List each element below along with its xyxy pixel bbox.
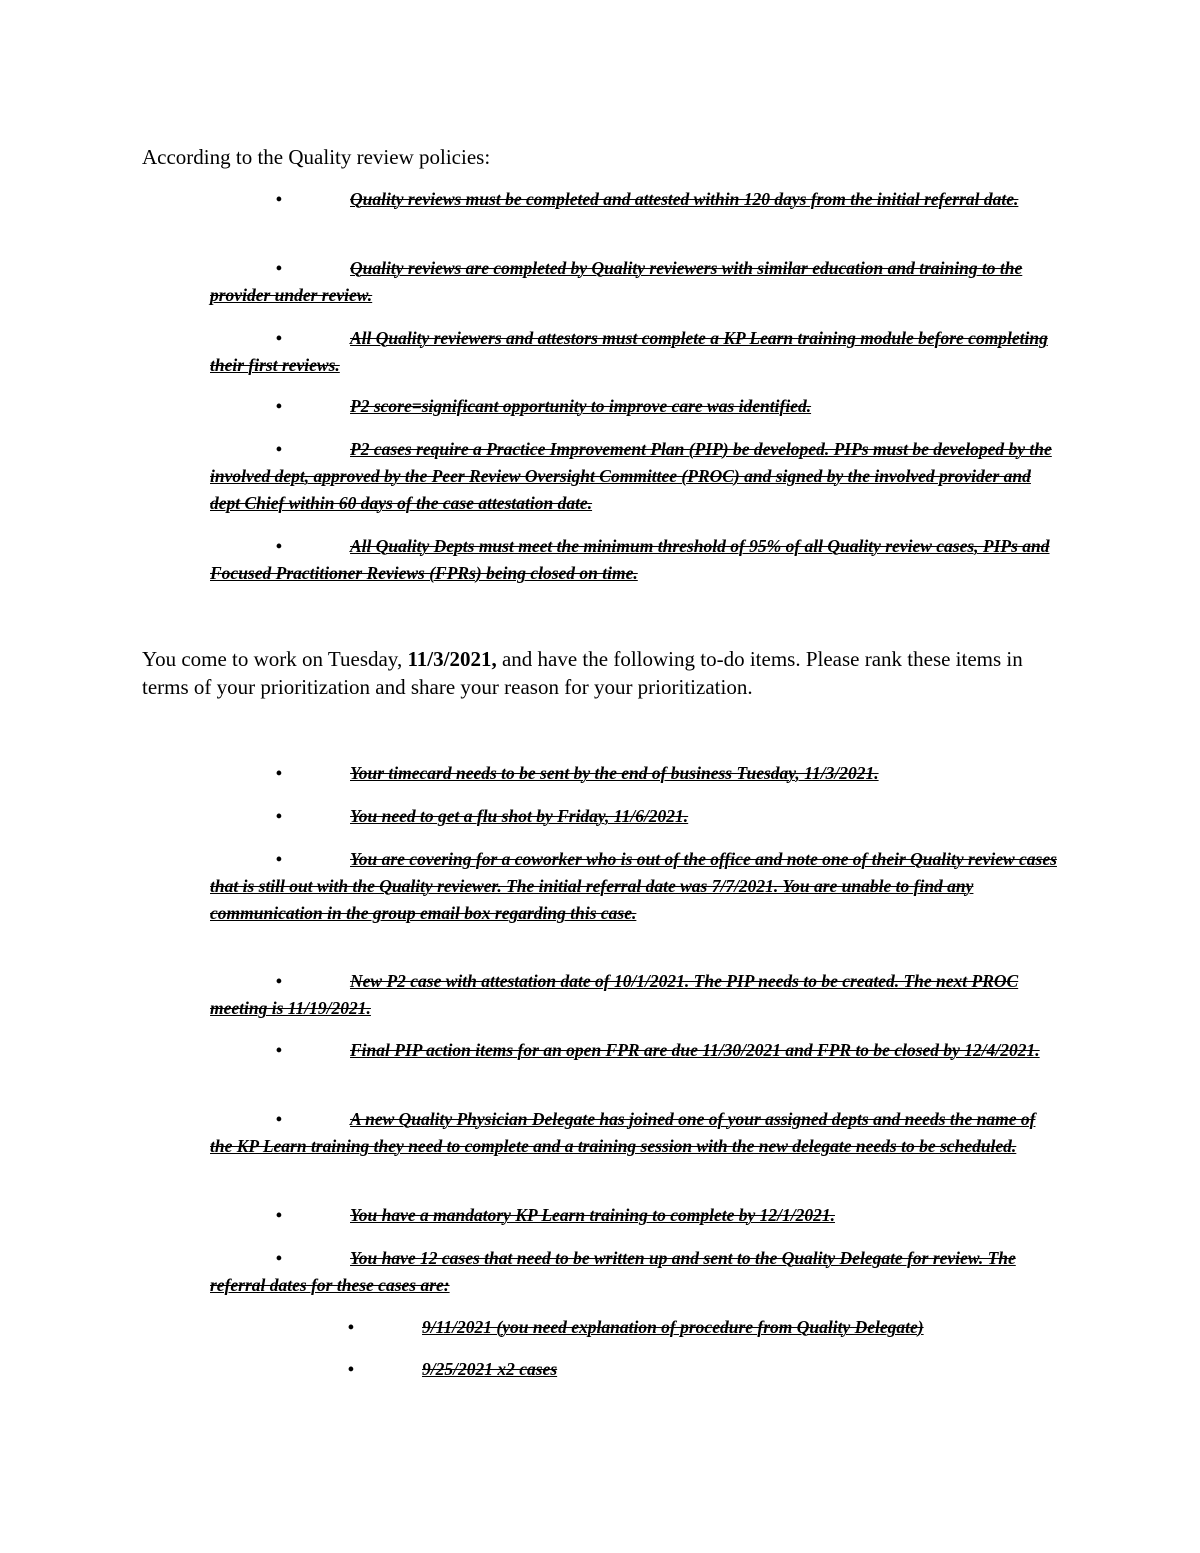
bullet: • [275, 849, 282, 869]
todo-text: You have a mandatory KP Learn training to complete by 12/1/2021. [350, 1205, 835, 1225]
policy-item [210, 186, 1060, 213]
bullet: • [275, 189, 282, 209]
policy-item [210, 255, 1060, 309]
policy-text: Quality reviews are completed by Quality reviewers with similar education and training to the provider under review. [210, 258, 1023, 305]
bullet: • [275, 1109, 282, 1129]
todo-item [210, 803, 1060, 830]
scenario-text: You come to work on Tuesday, [142, 647, 408, 671]
todo-text: A new Quality Physician Delegate has joined one of your assigned depts and needs the name of the KP Learn training they need to complete and a training session with the new delegate needs to be scheduled. [210, 1109, 1036, 1156]
bullet: • [275, 439, 282, 459]
todo-text: Final PIP action items for an open FPR are due 11/30/2021 and FPR to be closed by 12/4/2021. [350, 1040, 1040, 1060]
bullet: • [275, 536, 282, 556]
bullet: • [275, 763, 282, 783]
bullet: • [347, 1359, 354, 1379]
bullet: • [275, 971, 282, 991]
policy-item [210, 436, 1060, 517]
todo-item [210, 760, 1060, 787]
scenario-paragraph [142, 645, 1072, 701]
bullet: • [275, 258, 282, 278]
bullet: • [275, 1248, 282, 1268]
scenario-date: 11/3/2021, [407, 647, 497, 671]
referral-date-text: 9/11/2021 (you need explanation of procedure from Quality Delegate) [422, 1317, 924, 1337]
referral-date-item [282, 1356, 1062, 1383]
policy-text: P2 score=significant opportunity to improve care was identified. [350, 396, 812, 416]
bullet: • [275, 396, 282, 416]
todo-item [210, 846, 1060, 927]
todo-item [210, 968, 1060, 1022]
scenario-text: and have the following to-do items. Please rank these items in terms of your prioritization and share your reason for your prioritization. [142, 647, 1023, 699]
policies-intro: According to the Quality review policies: [142, 145, 491, 169]
bullet: • [275, 328, 282, 348]
todo-item [210, 1037, 1060, 1064]
bullet: • [347, 1317, 354, 1337]
policy-item [210, 393, 1060, 420]
policy-text: All Quality Depts must meet the minimum threshold of 95% of all Quality review cases, PIPs and Focused Practitioner Reviews (FPRs) being closed on time. [210, 536, 1050, 583]
todo-text: Your timecard needs to be sent by the end of business Tuesday, 11/3/2021. [350, 763, 879, 783]
policy-item [210, 325, 1060, 379]
bullet: • [275, 806, 282, 826]
todo-text: You have 12 cases that need to be written up and sent to the Quality Delegate for review. The referral dates for these cases are: [210, 1248, 1016, 1295]
referral-date-text: 9/25/2021 x2 cases [422, 1359, 558, 1379]
bullet: • [275, 1205, 282, 1225]
policy-text: Quality reviews must be completed and attested within 120 days from the initial referral date. [350, 189, 1019, 209]
todo-item [210, 1202, 1060, 1229]
todo-item [210, 1106, 1060, 1160]
policy-item [210, 533, 1060, 587]
todo-text: New P2 case with attestation date of 10/1/2021. The PIP needs to be created. The next PROC meeting is 11/19/2021. [210, 971, 1019, 1018]
policy-text: All Quality reviewers and attestors must complete a KP Learn training module before completing their first reviews. [210, 328, 1048, 375]
bullet: • [275, 1040, 282, 1060]
todo-text: You need to get a flu shot by Friday, 11/6/2021. [350, 806, 689, 826]
referral-date-item [282, 1314, 1062, 1341]
policy-text: P2 cases require a Practice Improvement Plan (PIP) be developed. PIPs must be developed by the involved dept, approved by the Peer Review Oversight Committee (PROC) and signed by the involved provider and dept Chief within 60 days of the case attestation date. [210, 439, 1052, 513]
todo-text: You are covering for a coworker who is out of the office and note one of their Quality review cases that is still out with the Quality reviewer. The initial referral date was 7/7/2021. You are unable to find any communication in the group email box regarding this case. [210, 849, 1057, 923]
todo-item [210, 1245, 1060, 1299]
